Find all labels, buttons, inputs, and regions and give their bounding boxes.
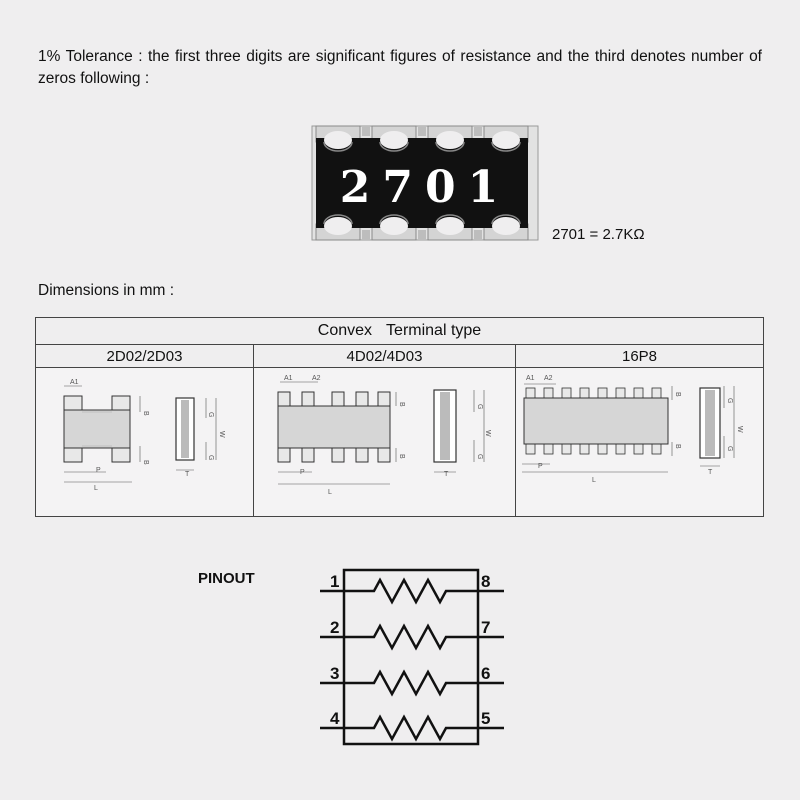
svg-text:A1: A1 <box>70 379 79 386</box>
dimension-drawing-2d02 <box>36 368 252 516</box>
svg-text:G: G <box>476 404 483 410</box>
pin-3-label: 3 <box>330 664 340 683</box>
dimension-drawing-4d02 <box>254 368 514 516</box>
svg-text:G: G <box>726 446 733 452</box>
svg-text:G: G <box>207 455 214 461</box>
svg-text:A1: A1 <box>284 375 293 382</box>
package-outline <box>344 570 478 744</box>
table-title-terminal-type: Terminal type <box>386 322 482 339</box>
resistor-1 <box>320 580 504 602</box>
drawing-16p8 <box>516 368 764 517</box>
pinout-diagram <box>312 560 512 757</box>
resistor-3 <box>320 672 504 694</box>
dimension-drawing-16p8 <box>516 368 762 516</box>
pinout-schematic <box>312 560 512 752</box>
chip-drawing <box>310 124 540 242</box>
svg-text:W: W <box>736 426 743 433</box>
pin-1-label: 1 <box>330 572 340 591</box>
pin-4-label: 4 <box>330 709 340 728</box>
svg-text:B: B <box>398 402 405 407</box>
svg-text:B: B <box>674 392 681 397</box>
pinout-label: PINOUT <box>198 570 255 587</box>
svg-text:A1: A1 <box>526 375 535 382</box>
svg-text:P: P <box>300 469 305 476</box>
svg-text:T: T <box>185 471 190 478</box>
svg-text:B: B <box>142 411 149 416</box>
svg-text:A2: A2 <box>544 375 553 382</box>
pin-6-label: 6 <box>481 664 491 683</box>
column-header-16p8: 16P8 <box>516 345 764 368</box>
svg-text:G: G <box>207 412 214 418</box>
resistor-array-chip <box>310 124 540 247</box>
column-header-2d02: 2D02/2D03 <box>36 345 254 368</box>
drawing-4d02 <box>254 368 516 517</box>
svg-text:P: P <box>538 463 543 470</box>
svg-text:L: L <box>328 489 332 496</box>
svg-text:G: G <box>476 454 483 460</box>
pin-7-label: 7 <box>481 618 491 637</box>
chip-marking: 2701 <box>339 162 511 213</box>
column-header-4d02: 4D02/4D03 <box>254 345 516 368</box>
table-title-convex: Convex <box>317 322 373 339</box>
pin-5-label: 5 <box>481 709 491 728</box>
svg-text:B: B <box>142 460 149 465</box>
drawing-2d02 <box>36 368 254 517</box>
table-title <box>36 318 764 345</box>
resistor-2 <box>320 626 504 648</box>
svg-text:B: B <box>398 454 405 459</box>
dimensions-table <box>35 317 764 517</box>
svg-text:W: W <box>484 430 491 437</box>
pin-8-label: 8 <box>481 572 491 591</box>
svg-text:L: L <box>94 485 98 492</box>
svg-text:L: L <box>592 477 596 484</box>
dimensions-label: Dimensions in mm : <box>38 282 175 299</box>
chip-value-note: 2701 = 2.7KΩ <box>552 226 645 243</box>
svg-text:T: T <box>444 471 449 478</box>
tolerance-description: 1% Tolerance : the first three digits are significant figures of resistance and the third denotes number of zeros following : <box>38 48 762 87</box>
resistor-4 <box>320 717 504 739</box>
pin-2-label: 2 <box>330 618 340 637</box>
svg-text:B: B <box>674 444 681 449</box>
svg-text:G: G <box>726 398 733 404</box>
svg-text:T: T <box>708 469 713 476</box>
svg-text:P: P <box>96 467 101 474</box>
svg-text:A2: A2 <box>312 375 321 382</box>
svg-text:W: W <box>218 431 225 438</box>
